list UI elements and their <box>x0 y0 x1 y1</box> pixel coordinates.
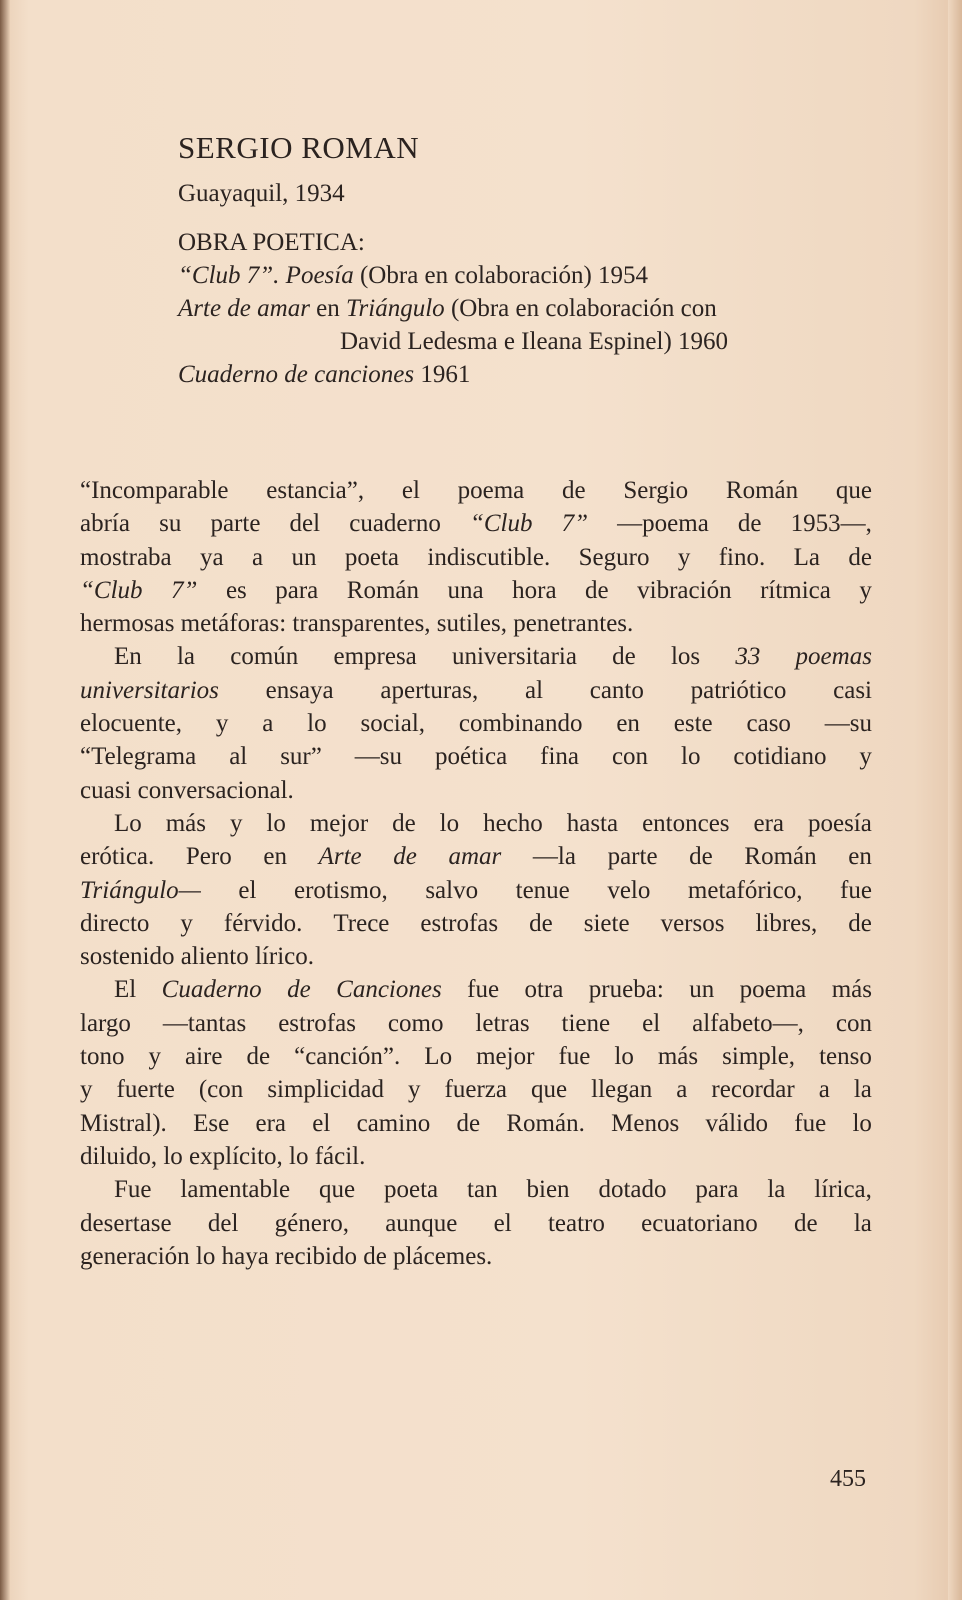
word: de <box>562 477 586 504</box>
word: “Incomparable <box>80 477 229 504</box>
word: cotidiano <box>733 743 827 771</box>
word: hasta <box>566 809 619 837</box>
word: —su <box>824 710 872 738</box>
word: género, <box>274 1209 349 1237</box>
word: tenue <box>515 876 570 904</box>
text-run: sostenido aliento lírico. <box>80 943 314 971</box>
word: versos <box>660 909 725 937</box>
word: del <box>289 510 321 538</box>
word: simplicidad <box>267 1076 384 1104</box>
word: de <box>737 510 762 538</box>
word: social, <box>360 710 426 738</box>
text-line <box>80 940 872 973</box>
word: la <box>853 1209 872 1237</box>
word: —su <box>354 743 403 771</box>
word: más <box>831 976 872 1004</box>
word: poética <box>434 743 508 771</box>
word: alfabeto—, <box>692 1009 804 1037</box>
word: poema <box>739 976 807 1004</box>
word: más <box>165 809 207 837</box>
word: como <box>387 1009 444 1037</box>
word: y <box>859 576 872 604</box>
word: indiscutible. <box>427 543 551 571</box>
word: elocuente, <box>80 710 183 738</box>
word: canto <box>589 676 644 704</box>
word: Lo <box>114 809 142 837</box>
word: abría <box>80 510 130 538</box>
word: estancia”, <box>266 477 365 504</box>
word: lo <box>681 743 701 771</box>
word: Lo <box>424 1043 453 1071</box>
word: y <box>229 809 243 837</box>
word: fue <box>558 1043 591 1071</box>
text-run: David Ledesma e Ileana Espinel) 1960 <box>340 328 729 355</box>
word: Román <box>725 477 799 504</box>
word: férvido. <box>223 909 303 937</box>
word: camino <box>356 1109 431 1137</box>
word: a <box>676 1076 688 1104</box>
word: fino. <box>718 543 766 571</box>
word: cuaderno <box>349 510 441 538</box>
word: y <box>80 1076 93 1104</box>
word: para <box>275 576 319 604</box>
works-list <box>178 259 728 391</box>
word: teatro <box>547 1209 605 1237</box>
word: un <box>689 976 715 1004</box>
word: con <box>835 1009 872 1037</box>
word: Mistral). <box>80 1109 167 1137</box>
italic-word: universitarios <box>80 676 219 704</box>
text-run: en <box>309 295 347 322</box>
word: caso <box>746 710 791 738</box>
work-entry <box>178 292 728 325</box>
word: 1953—, <box>790 510 872 538</box>
word: universitaria <box>451 643 577 671</box>
work-entry <box>178 358 728 391</box>
italic-word: de <box>393 843 417 871</box>
italic-word: 33 <box>735 643 761 671</box>
word: “Telegrama <box>80 743 197 771</box>
word: vibración <box>637 576 732 604</box>
italic-word: Arte <box>318 843 362 871</box>
word: poeta <box>344 543 399 571</box>
word: y <box>859 743 872 771</box>
word: que <box>835 477 872 504</box>
word: era <box>255 1109 286 1137</box>
word: siete <box>583 909 630 937</box>
word: en <box>263 843 287 871</box>
word: empresa <box>333 643 417 671</box>
word: lo <box>266 809 286 837</box>
text-line <box>80 1207 872 1240</box>
word: y <box>408 1076 421 1104</box>
text-line <box>80 1240 872 1273</box>
word: Román. <box>506 1109 585 1137</box>
text-run: (Obra en colaboración) 1954 <box>353 262 649 289</box>
essay-body <box>80 474 872 1273</box>
word: el <box>642 1009 661 1037</box>
word: la <box>853 1076 872 1104</box>
word: lírica, <box>814 1176 872 1204</box>
word: con <box>611 743 649 771</box>
text-line <box>80 874 872 907</box>
word: El <box>114 976 137 1004</box>
word: los <box>670 643 701 671</box>
word: dotado <box>598 1176 667 1204</box>
word: común <box>230 643 299 671</box>
word: su <box>159 510 182 538</box>
word: lo <box>852 1109 872 1137</box>
word: fue <box>467 976 500 1004</box>
text-line <box>80 807 872 840</box>
word: rítmica <box>760 576 831 604</box>
word: Sergio <box>623 477 689 504</box>
word: este <box>673 710 713 738</box>
word: Trece <box>333 909 390 937</box>
word: Menos <box>611 1109 680 1137</box>
word: estrofas <box>278 1009 356 1037</box>
word: lamentable <box>180 1176 291 1204</box>
word: —poema <box>617 510 709 538</box>
author-header <box>178 130 728 391</box>
word: letras <box>475 1009 530 1037</box>
word: directo <box>80 909 150 937</box>
word: casi <box>833 676 872 704</box>
word: que <box>531 1076 568 1104</box>
word: llegan <box>591 1076 653 1104</box>
text-line <box>80 907 872 940</box>
word: estrofas <box>420 909 499 937</box>
word: ecuatoriano <box>641 1209 758 1237</box>
text-line <box>80 507 872 540</box>
word: libres, <box>755 909 818 937</box>
text-run: diluido, lo explícito, lo fácil. <box>80 1142 366 1170</box>
word: el <box>401 477 420 504</box>
text-line <box>80 840 872 873</box>
word: al <box>524 676 544 704</box>
word: aperturas, <box>380 676 479 704</box>
word: mostraba <box>80 543 172 571</box>
text-line <box>80 541 872 574</box>
word: de <box>392 809 416 837</box>
word: era <box>753 809 785 837</box>
text-line <box>80 1040 872 1073</box>
word: tan <box>467 1176 498 1204</box>
word: simple, <box>722 1043 796 1071</box>
word: ya <box>200 543 224 571</box>
word: metafórico, <box>687 876 803 904</box>
word: largo <box>80 1009 131 1037</box>
word: poeta <box>384 1176 439 1204</box>
page-edge <box>948 0 962 1600</box>
page-number: 455 <box>830 1466 866 1492</box>
word: y <box>180 909 193 937</box>
word: Fue <box>114 1176 152 1204</box>
word: recordar <box>711 1076 795 1104</box>
word: la <box>767 1176 786 1204</box>
text-line <box>80 973 872 1006</box>
word: a <box>818 1076 830 1104</box>
word: Pero <box>185 843 232 871</box>
word: mejor <box>309 809 369 837</box>
word: lo <box>439 809 460 837</box>
word: fuerte <box>116 1076 175 1104</box>
text-line <box>80 1107 872 1140</box>
text-line <box>80 774 872 807</box>
text-run: generación lo haya recibido de plácemes. <box>80 1242 493 1270</box>
word: parte <box>607 843 658 871</box>
word: es <box>225 576 247 604</box>
word: “canción”. <box>294 1043 401 1071</box>
word: desertase <box>80 1209 172 1237</box>
italic-word: 7” <box>561 510 589 538</box>
italic-word: amar <box>448 843 502 871</box>
word: tenso <box>819 1043 872 1071</box>
word: de <box>585 576 609 604</box>
text-run: (Obra en colaboración con <box>444 295 717 322</box>
text-line <box>80 1140 872 1173</box>
word: lo <box>614 1043 634 1071</box>
word: parte <box>210 510 261 538</box>
word: al <box>229 743 248 771</box>
word: tono <box>80 1043 125 1071</box>
italic-word: Cuaderno <box>161 976 262 1004</box>
word: Román <box>346 576 420 604</box>
italic-word: Triángulo— <box>80 876 201 904</box>
word: de <box>456 1109 481 1137</box>
italic-word: Canciones <box>336 976 442 1004</box>
word: otra <box>524 976 564 1004</box>
word: erótica. <box>80 843 155 871</box>
word: y <box>215 710 229 738</box>
word: poesía <box>807 809 872 837</box>
word: bien <box>526 1176 570 1204</box>
word: el <box>238 876 257 904</box>
word: hora <box>512 576 557 604</box>
italic-word: de <box>287 976 311 1004</box>
word: Ese <box>193 1109 230 1137</box>
author-name: SERGIO ROMAN <box>178 130 420 165</box>
word: combinando <box>458 710 583 738</box>
word: que <box>318 1176 356 1204</box>
word: —tantas <box>162 1009 247 1037</box>
word: erotismo, <box>294 876 388 904</box>
text-line <box>80 474 872 507</box>
word: fue <box>840 876 872 904</box>
word: salvo <box>425 876 479 904</box>
word: de <box>793 1209 818 1237</box>
word: entonces <box>642 809 730 837</box>
word: el <box>312 1109 331 1137</box>
word: Román <box>744 843 817 871</box>
text-line <box>80 1173 872 1206</box>
word: en <box>616 710 640 738</box>
italic-text: “Club 7”. Poesía <box>178 262 354 289</box>
book-gutter-shadow <box>0 0 10 1600</box>
italic-text: Triángulo <box>346 295 445 322</box>
word: (con <box>198 1076 244 1104</box>
word: mejor <box>476 1043 535 1071</box>
text-line <box>80 1073 872 1106</box>
word: un <box>291 543 317 571</box>
word: aunque <box>385 1209 458 1237</box>
word: fue <box>794 1109 827 1137</box>
text-line <box>80 740 872 773</box>
work-entry <box>178 325 728 358</box>
italic-word: “Club <box>80 576 143 604</box>
word: el <box>493 1209 512 1237</box>
works-label: OBRA POETICA: <box>178 229 365 256</box>
word: del <box>207 1209 239 1237</box>
word: En <box>114 643 142 671</box>
italic-word: 7” <box>171 576 198 604</box>
word: ensaya <box>265 676 334 704</box>
word: en <box>848 843 872 871</box>
word: y <box>677 543 691 571</box>
birth-place-year: Guayaquil, 1934 <box>178 180 345 207</box>
work-entry <box>178 259 728 292</box>
text-line <box>80 574 872 607</box>
text-run: 1961 <box>414 361 471 388</box>
text-line <box>80 1007 872 1040</box>
word: —la <box>532 843 576 871</box>
word: sur” <box>280 743 322 771</box>
word: de <box>529 909 553 937</box>
word: la <box>176 643 196 671</box>
word: de <box>848 909 872 937</box>
word: a <box>252 543 264 571</box>
italic-text: Arte de amar <box>178 295 310 322</box>
word: hecho <box>483 809 543 837</box>
italic-word: poemas <box>795 643 872 671</box>
word: de <box>612 643 636 671</box>
word: fuerza <box>444 1076 507 1104</box>
text-run: hermosas metáforas: transparentes, sutiles, penetrantes. <box>80 610 634 638</box>
word: Seguro <box>578 543 650 571</box>
text-run: cuasi conversacional. <box>80 776 294 804</box>
word: lo <box>307 710 327 738</box>
word: poema <box>457 477 525 504</box>
italic-text: Cuaderno de canciones <box>178 361 415 388</box>
word: patriótico <box>690 676 787 704</box>
word: velo <box>607 876 651 904</box>
word: prueba: <box>588 976 664 1004</box>
text-line <box>80 674 872 707</box>
word: de <box>246 1043 271 1071</box>
word: aire <box>184 1043 223 1071</box>
word: fina <box>540 743 579 771</box>
text-line <box>80 607 872 640</box>
text-line <box>80 640 872 673</box>
word: La <box>793 543 821 571</box>
word: para <box>695 1176 739 1204</box>
text-line <box>80 707 872 740</box>
word: y <box>148 1043 161 1071</box>
word: tiene <box>561 1009 611 1037</box>
word: de <box>848 543 872 571</box>
italic-word: “Club <box>469 510 533 538</box>
word: de <box>689 843 713 871</box>
word: válido <box>705 1109 768 1137</box>
word: más <box>657 1043 699 1071</box>
word: una <box>447 576 484 604</box>
word: a <box>262 710 274 738</box>
